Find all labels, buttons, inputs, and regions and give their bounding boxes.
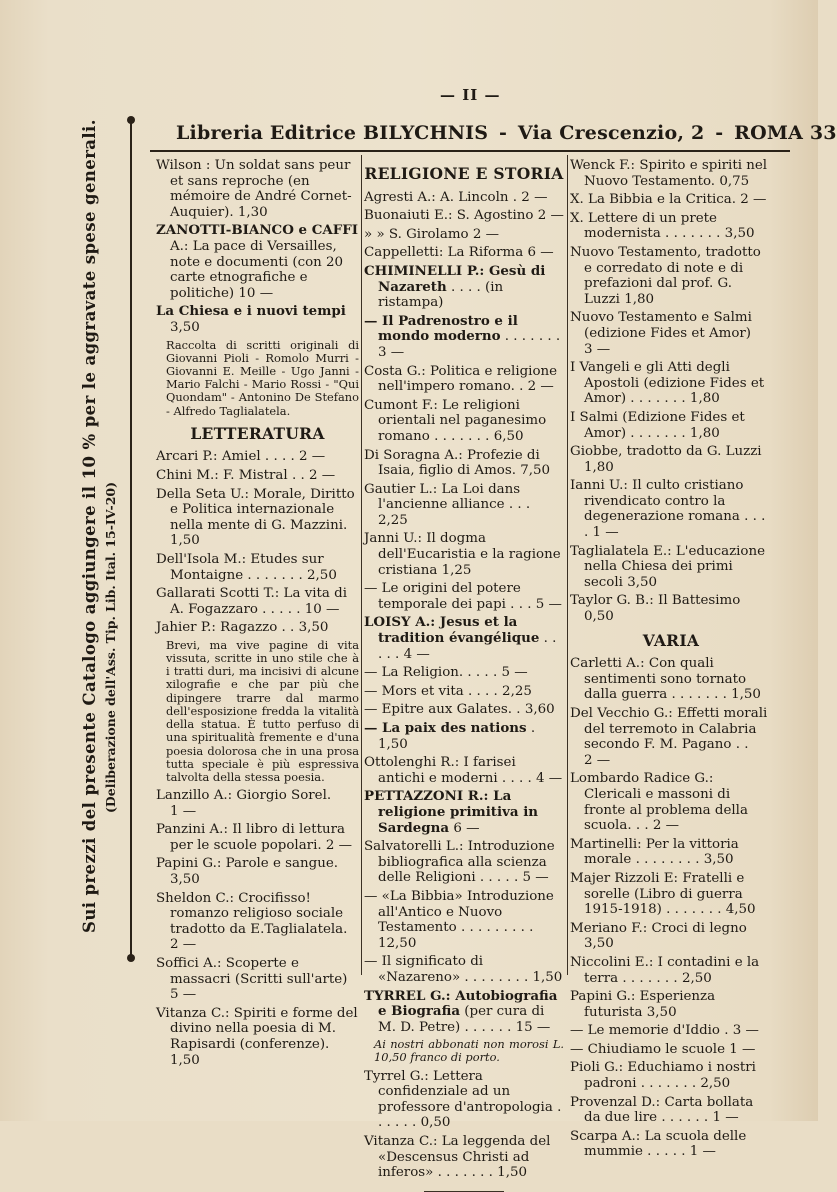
header-separator: -: [499, 122, 508, 144]
catalog-entry: [364, 954, 564, 985]
entry-title: — Le memorie d'Iddio .: [570, 1023, 729, 1039]
entry-price: 1,25: [441, 562, 472, 578]
entry-price: 10 —: [304, 601, 340, 617]
entry-title: Wilson : Un soldat sans peur et sans reproche (en mémoire de André Cornet-Auquier).: [156, 158, 352, 220]
entry-price: 3 —: [378, 344, 405, 360]
catalog-entry: [364, 839, 564, 886]
entry-price: 2 —: [537, 208, 564, 224]
catalog-entry: [570, 593, 772, 624]
catalog-entry: [570, 1042, 772, 1058]
catalog-entry: [364, 1134, 564, 1181]
entry-title: I Vangeli e gli Atti degli Apostoli (edizione Fides et Amor) . . . . . . .: [570, 360, 765, 407]
entry-title: Taylor G. B.: Il Battesimo: [570, 593, 741, 609]
header-name: BILYCHNIS: [363, 122, 489, 144]
entry-price: 1 —: [712, 1110, 739, 1126]
catalog-entry: [570, 410, 772, 441]
entry-price: 1,50: [170, 533, 200, 549]
catalog-entry: [156, 586, 359, 617]
catalog-entry: [364, 245, 564, 261]
entry-title: Di Soragna A.: Profezie di Isaia, figlio di Amos.: [364, 447, 540, 479]
catalog-entry: [364, 398, 564, 445]
catalog-entry: [570, 1129, 772, 1160]
entry-title: — «La Bibbia» Introduzione all'Antico e Nuovo Testamento . . . . . . . . .: [364, 888, 554, 936]
header-street: Via Crescenzio, 2: [517, 122, 705, 144]
catalog-entry: [364, 755, 564, 786]
catalog-entry: [570, 656, 772, 703]
entry-title: Papini G.: Esperienza futurista: [570, 989, 716, 1020]
entry-title: Vitanza C.: Spiriti e forme del divino nella poesia di M. Rapisardi (conferenze).: [156, 1005, 358, 1053]
entry-title: Provenzal D.: Carta bollata da due lire . . . . . .: [570, 1094, 754, 1126]
entry-price: 2 —: [299, 449, 326, 465]
entry-price: 10 —: [238, 285, 274, 301]
catalog-entry: [570, 478, 772, 540]
entry-author: — Il Padrenostro e il mondo moderno: [364, 312, 518, 345]
header-publisher: Libreria Editrice: [176, 122, 357, 144]
catalog-entry: [364, 581, 564, 612]
page-number: — II —: [440, 86, 501, 104]
entry-price: 1,50: [170, 1052, 200, 1068]
entry-title: — Mors et vita . . . .: [364, 683, 498, 699]
catalog-entry: [570, 1095, 772, 1126]
entry-price: 2,50: [307, 567, 337, 583]
entry-price: 4 —: [536, 770, 563, 786]
entry-title: — Epitre aux Galates. .: [364, 702, 521, 718]
entry-price: 5 —: [535, 596, 562, 612]
column-2: [364, 158, 564, 1192]
entry-price: 2,25: [378, 512, 408, 528]
entry-title: Wenck F.: Spirito e spiriti nel Nuovo Testamento.: [570, 158, 768, 189]
catalog-entry: [570, 245, 772, 307]
entry-price: 1,50: [497, 1165, 527, 1181]
entry-title: Sheldon C.: Crocifisso! romanzo religioso sociale tradotto da E.Taglialatela.: [156, 890, 348, 937]
header-separator: -: [715, 122, 724, 144]
catalog-entry: [364, 615, 564, 662]
catalog-entry: [364, 314, 564, 361]
entry-price: 2 —: [325, 837, 353, 853]
entry-price: 1,50: [532, 969, 563, 985]
side-rule-dot: [127, 116, 135, 124]
column-rule: [361, 155, 362, 975]
entry-title: Costa G.: Politica e religione nell'impero romano. .: [364, 363, 558, 395]
entry-title: Pioli G.: Educhiamo i nostri padroni . . . . . . .: [570, 1060, 756, 1092]
entry-price: 2,50: [681, 970, 712, 986]
entry-title: Taglialatela E.: L'educazione nella Chiesa dei primi secoli: [570, 543, 766, 590]
entry-title: Panzini A.: Il libro di lettura per le scuole popolari.: [156, 822, 345, 853]
entry-price: 1,50: [378, 736, 408, 752]
entry-title: Vitanza C.: La leggenda del «Descensus Christi ad inferos» . . . . . . .: [364, 1134, 551, 1181]
entry-title: Majer Rizzoli E: Fratelli e sorelle (Libro di guerra 1915-1918) . . . . . . .: [570, 870, 745, 918]
catalog-entry: [156, 552, 359, 583]
catalog-entry: [156, 822, 359, 853]
entry-title: Scarpa A.: La scuola delle mummie . . . . .: [570, 1128, 747, 1160]
entry-title: — Le origini del potere temporale dei papi . . .: [364, 581, 532, 612]
catalog-entry: [156, 956, 359, 1003]
catalog-entry: [570, 871, 772, 918]
catalog-entry: [156, 891, 359, 953]
entry-title: Del Vecchio G.: Effetti morali del terremoto in Calabria secondo F. M. Pagano . .: [570, 706, 768, 753]
entry-title: Lombardo Radice G.: Clericali e massoni di fronte al problema della scuola. . .: [570, 771, 748, 834]
catalog-entry: [156, 788, 359, 819]
entry-price: 1,80: [689, 425, 720, 441]
entry-price: 12,50: [378, 935, 417, 951]
entry-title: Buonaiuti E.: S. Agostino: [364, 208, 534, 224]
entry-title: Soffici A.: Scoperte e massacri (Scritti sull'arte): [156, 956, 348, 987]
entry-price: 5 —: [522, 870, 549, 886]
entry-price: 1 —: [689, 1144, 716, 1160]
side-rule-dot: [127, 954, 135, 962]
entry-title: Ottolenghi R.: I farisei antichi e moderni . . . .: [364, 755, 532, 786]
entry-title: Janni U.: Il dogma dell'Eucaristia e la ragione cristiana: [364, 531, 561, 578]
catalog-entry: [570, 192, 772, 208]
entry-price: 4 —: [403, 646, 430, 662]
entry-title: X. Lettere di un prete modernista . . . . . . .: [570, 210, 721, 242]
entry-title: — La Religion. . . . .: [364, 665, 498, 681]
entry-price: 7,50: [520, 463, 551, 479]
entry-author: PETTAZZONI R.: La religione primitiva in Sardegna: [364, 788, 539, 836]
catalog-entry: [364, 531, 564, 578]
entry-title: Jahier P.: Ragazzo . .: [156, 620, 295, 636]
catalog-entry: [156, 449, 359, 465]
side-note-line1: Sui prezzi del presente Catalogo aggiungere il 10 % per le aggravate spese generali.: [80, 119, 99, 933]
entry-title: Tyrrel G.: Lettera confidenziale ad un professore d'antropologia . . . . . .: [364, 1068, 562, 1131]
catalog-entry: [364, 190, 564, 206]
entry-title: Dell'Isola M.: Etudes sur Montaigne . . . . . . .: [156, 551, 324, 583]
entry-note: Raccolta di scritti originali di Giovanni Pioli - Romolo Murri - Giovanni E. Meille - Ugo Janni - Mario Falchi - Mario Rossi - "Qui Quondam" - Antonino De Stefano - Alfredo Taglialatela.: [166, 337, 359, 418]
catalog-entry: [156, 487, 359, 549]
entry-price: 1 —: [170, 803, 197, 819]
entry-price: 2 —: [527, 379, 554, 395]
entry-price: 15 —: [515, 1019, 551, 1035]
entry-price: 6 —: [527, 245, 554, 261]
entry-title: X. La Bibbia e la Critica.: [570, 192, 737, 208]
entry-author: CHIMINELLI P.: Gesù di Nazareth: [364, 262, 546, 295]
catalog-entry: [364, 227, 564, 243]
catalog-entry: [364, 448, 564, 479]
catalog-entry: [364, 1069, 564, 1131]
column-3: [570, 158, 772, 1163]
entry-price: 2,50: [700, 1076, 731, 1092]
section-title: LETTERATURA: [190, 423, 325, 443]
entry-title: Gallarati Scotti T.: La vita di A. Fogazzaro . . . . .: [156, 586, 348, 617]
catalog-entry: [570, 544, 772, 591]
entry-title: Cappelletti: La Riforma: [364, 245, 524, 261]
header-rule: [150, 150, 790, 152]
entry-author: — La paix des nations: [364, 720, 527, 736]
column-1: [156, 158, 359, 1071]
catalog-entry: [364, 264, 564, 311]
entry-price: 3,50: [170, 872, 200, 888]
entry-price: 3,50: [170, 319, 200, 335]
entry-title: Arcari P.: Amiel . . . .: [156, 449, 295, 465]
section-title: RELIGIONE E STORIA: [364, 164, 564, 183]
entry-price: 1,30: [237, 204, 268, 220]
catalog-entry: [570, 444, 772, 475]
entry-title: Della Seta U.: Morale, Diritto e Politica internazionale nella mente di G. Mazzini.: [156, 486, 355, 533]
catalog-entry: [156, 1006, 359, 1068]
catalog-entry: [156, 468, 359, 484]
header-city: ROMA 33: [734, 122, 837, 144]
column-rule: [567, 155, 568, 975]
catalog-entry: [570, 360, 772, 407]
entry-title: I Salmi (Edizione Fides et Amor) . . . . . . .: [570, 409, 745, 441]
entry-title: — Il significato di «Nazareno» . . . . . . . .: [364, 954, 529, 985]
catalog-entry: [570, 837, 772, 868]
catalog-entry: [156, 304, 359, 335]
catalog-entry: [570, 1060, 772, 1091]
entry-price: 2 —: [652, 818, 680, 834]
entry-price: 1 —: [729, 1041, 756, 1057]
entry-title: Chini M.: F. Mistral . .: [156, 467, 305, 483]
catalog-entry: [570, 989, 772, 1020]
entry-title: . . . . .: [378, 631, 557, 662]
entry-title: » » S. Girolamo: [364, 226, 469, 242]
entry-author: TYRREL G.: Autobiografia e Biografia: [364, 987, 558, 1020]
entry-author: ZANOTTI-BIANCO e CAFFI: [156, 222, 359, 239]
entry-title: Lanzillo A.: Giorgio Sorel.: [156, 788, 332, 804]
catalog-entry: [156, 856, 359, 887]
entry-price: 0,75: [719, 173, 750, 189]
entry-price: 1,80: [689, 391, 720, 407]
entry-price: 2 —: [584, 752, 611, 768]
entry-price: 6 —: [453, 820, 480, 836]
entry-title: Nuovo Testamento, tradotto e corredato di note e di prefazioni dal prof. G. Luzzi: [570, 244, 761, 307]
entry-title: — Chiudiamo le scuole: [570, 1041, 726, 1057]
catalog-entry: [570, 310, 772, 357]
entry-price: 2 —: [170, 937, 197, 953]
entry-price: 5 —: [170, 987, 197, 1003]
catalog-entry: [570, 706, 772, 768]
entry-title: Niccolini E.: I contadini e la terra . . . . . . .: [570, 954, 760, 986]
entry-price: 3,50: [724, 226, 755, 242]
entry-price: 6,50: [493, 428, 524, 444]
catalog-entry: [156, 223, 359, 301]
entry-note: Brevi, ma vive pagine di vita vissuta, scritte in uno stile che à i tratti duri, ma incisivi di alcune xilografie e che par più che dipingere trarre dal marmo dell'esposizione fredda la vitalità della statua. È tutto perfuso di una spiritualità fremente e d'una poesia dolorosa che in una prosa tutta speciale è più espressiva talvolta della stessa poesia.: [166, 637, 359, 784]
entry-price: 2 —: [472, 226, 500, 242]
catalog-entry: [156, 620, 359, 636]
entry-price: 1,50: [731, 687, 761, 703]
entry-title: Nuovo Testamento e Salmi (edizione Fides et Amor): [570, 310, 752, 341]
entry-title: Martinelli: Per la vittoria morale . . . . . . . .: [570, 836, 739, 868]
entry-price: 1,80: [584, 459, 614, 475]
entry-price: 2 —: [740, 192, 767, 208]
entry-price: 3,50: [298, 620, 329, 636]
entry-price: 1 —: [592, 525, 619, 541]
entry-title: Cumont F.: Le religioni orientali nel paganesimo romano . . . . . . .: [364, 397, 547, 444]
entry-title: A.: La pace di Versailles, note e documenti (con 20 carte etnografiche e politiche): [170, 238, 344, 301]
entry-title: Carletti A.: Con quali sentimenti sono tornato dalla guerra . . . . . . .: [570, 656, 747, 703]
entry-title: Agresti A.: A. Lincoln .: [364, 189, 518, 205]
page-header: [176, 122, 837, 144]
entry-title: . . . . . . .: [504, 329, 561, 345]
side-note-line2: (Deliberazione dell'Ass. Tip. Lib. Ital. 15-IV-20): [103, 481, 118, 813]
entry-note: Ai nostri abbonati non morosi L. 10,50 franco di porto.: [374, 1037, 564, 1065]
side-note: [80, 119, 118, 933]
entry-price: 3,50: [627, 574, 658, 590]
side-rule: [130, 120, 132, 960]
catalog-entry: [364, 721, 564, 752]
entry-price: 2 —: [308, 467, 336, 483]
entry-price: 5 —: [501, 665, 528, 681]
catalog-entry: [156, 158, 359, 220]
catalog-entry: [570, 921, 772, 952]
catalog-entry: [364, 665, 564, 681]
catalog-entry: [364, 789, 564, 836]
catalog-entry: [570, 211, 772, 242]
entry-title: Meriano F.: Croci di legno: [570, 920, 747, 936]
entry-price: 3 —: [732, 1023, 759, 1039]
entry-title: (per cura di M. D. Petre) . . . . . .: [378, 1004, 545, 1035]
entry-price: 2 —: [521, 189, 548, 205]
entry-price: 0,50: [584, 609, 614, 625]
catalog-entry: [364, 364, 564, 395]
entry-price: 3,60: [524, 702, 555, 718]
catalog-entry: [364, 702, 564, 718]
entry-author: La Chiesa e i nuovi tempi: [156, 303, 346, 320]
entry-title: Ianni U.: Il culto cristiano rivendicato contro la degenerazione romana . . . .: [570, 478, 766, 541]
entry-title: . . . . (in ristampa): [378, 279, 504, 311]
section-title: VARIA: [642, 630, 700, 650]
entry-price: 0,50: [420, 1115, 451, 1131]
catalog-entry: [570, 1023, 772, 1039]
entry-price: 2,25: [502, 683, 532, 699]
catalog-entry: [364, 482, 564, 529]
entry-price: 3,50: [703, 852, 734, 868]
entry-title: Gautier L.: La Loi dans l'ancienne alliance . . .: [364, 481, 531, 513]
catalog-entry: [570, 955, 772, 986]
entry-price: 1,80: [624, 291, 655, 307]
entry-price: 3 —: [584, 341, 611, 357]
entry-price: 4,50: [725, 902, 756, 918]
catalog-entry: [364, 208, 564, 224]
entry-author: LOISY A.: Jesus et la tradition évangélique: [364, 614, 540, 647]
entry-title: Salvatorelli L.: Introduzione bibliografica alla scienza delle Religioni . . . . .: [364, 839, 555, 886]
entry-title: Giobbe, tradotto da G. Luzzi: [570, 444, 762, 460]
catalog-entry: [570, 158, 772, 189]
entry-title: .: [530, 721, 536, 736]
catalog-entry: [364, 684, 564, 700]
entry-price: 3,50: [584, 936, 614, 952]
entry-price: 3,50: [646, 1004, 677, 1020]
entry-title: Papini G.: Parole e sangue.: [156, 856, 339, 872]
catalog-entry: [364, 989, 564, 1036]
catalog-entry: [364, 889, 564, 951]
catalog-entry: [570, 771, 772, 833]
